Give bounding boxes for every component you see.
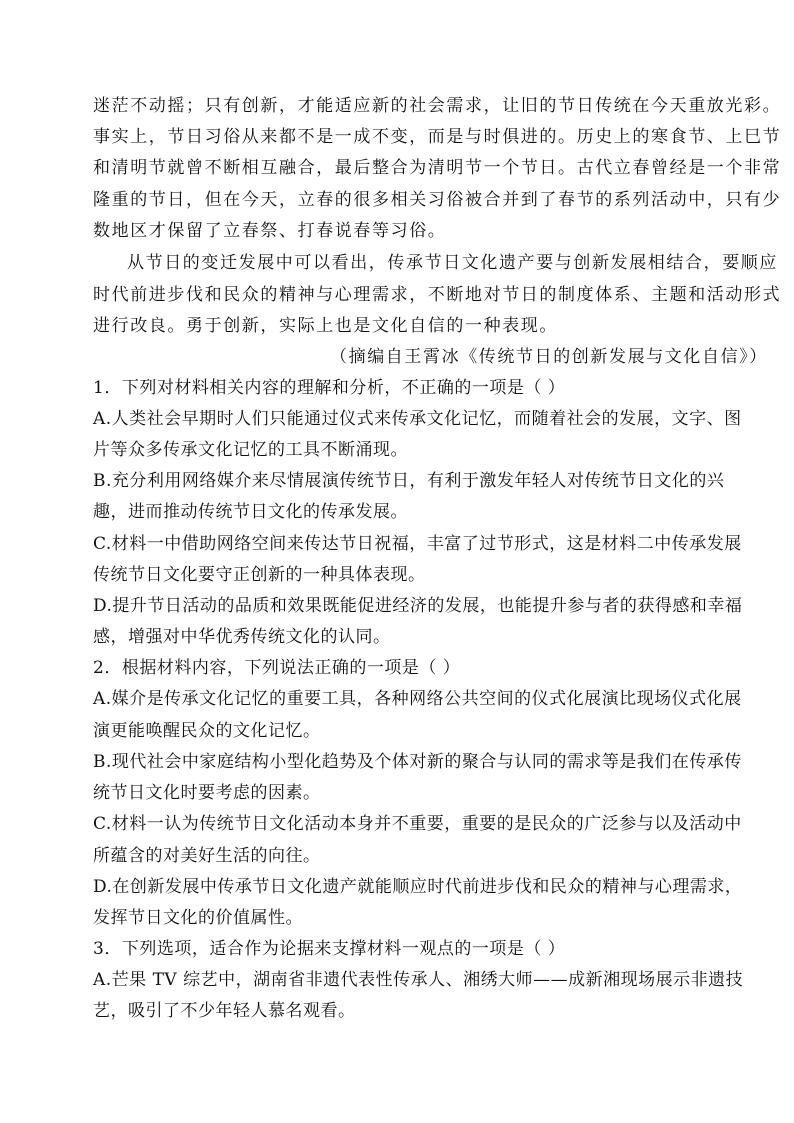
question-3-option-a: A.芒果 TV 综艺中，湖南省非遗代表性传承人、湘绣大师——成新湘现场展示非遗技 [93,970,744,990]
passage-line: 事实上，节日习俗从来都不是一成不变，而是与时俱进的。历史上的寒食节、上巳节 [93,127,782,147]
question-2-option-c: 所蕴含的对美好生活的向往。 [93,846,321,866]
question-2-stem: 2．根据材料内容，下列说法正确的一项是（ ） [93,658,461,678]
passage-line: 从节日的变迁发展中可以看出，传承节日文化遗产要与创新发展相结合，要顺应 [127,253,778,273]
passage-source: （摘编自王霄冰《传统节日的创新发展与文化自信》） [330,347,768,367]
question-2-option-c: C.材料一认为传统节日文化活动本身并不重要，重要的是民众的广泛参与以及活动中 [93,814,742,834]
question-1-option-c: 传统节日文化要守正创新的一种具体表现。 [93,565,426,585]
question-3-stem: 3．下列选项，适合作为论据来支撑材料一观点的一项是（ ） [93,939,566,959]
passage-line: 数地区才保留了立春祭、打春说春等习俗。 [93,221,447,241]
question-1-option-a: A.人类社会早期时人们只能通过仪式来传承文化记忆，而随着社会的发展，文字、图 [93,409,742,429]
question-2-option-a: 演更能唤醒民众的文化记忆。 [93,721,321,741]
question-2-option-b: 统节日文化时要考虑的因素。 [93,783,321,803]
question-1-option-d: 感，增强对中华优秀传统文化的认同。 [93,627,391,647]
passage-line: 进行改良。勇于创新，实际上也是文化自信的一种表现。 [93,316,558,336]
question-1-option-b: B.充分利用网络媒介来尽情展演传统节日，有利于激发年轻人对传统节日文化的兴 [93,471,725,491]
question-2-option-d: 发挥节日文化的价值属性。 [93,908,303,928]
question-1-option-c: C.材料一中借助网络空间来传达节日祝福，丰富了过节形式，这是材料二中传承发展 [93,534,742,554]
passage-line: 迷茫不动摇；只有创新，才能适应新的社会需求，让旧的节日传统在今天重放光彩。 [93,96,782,116]
question-1-option-b: 趣，进而推动传统节日文化的传承发展。 [93,502,408,522]
question-2-option-a: A.媒介是传承文化记忆的重要工具，各种网络公共空间的仪式化展演比现场仪式化展 [93,689,742,709]
passage-line: 时代前进步伐和民众的精神与心理需求，不断地对节日的制度体系、主题和活动形式 [93,285,782,305]
question-1-option-a: 片等众多传承文化记忆的工具不断涌现。 [93,440,408,460]
question-3-option-a: 艺，吸引了不少年轻人慕名观看。 [93,1001,356,1021]
question-1-option-d: D.提升节日活动的品质和效果既能促进经济的发展，也能提升参与者的获得感和幸福 [93,596,743,616]
question-2-option-b: B.现代社会中家庭结构小型化趋势及个体对新的聚合与认同的需求等是我们在传承传 [93,752,742,772]
passage-line: 和清明节就曾不断相互融合，最后整合为清明节一个节日。古代立春曾经是一个非常 [93,158,782,178]
question-1-stem: 1．下列对材料相关内容的理解和分析，不正确的一项是（ ） [93,378,566,398]
question-2-option-d: D.在创新发展中传承节日文化遗产就能顺应时代前进步伐和民众的精神与心理需求， [93,877,743,897]
passage-line: 隆重的节日，但在今天，立春的很多相关习俗被合并到了春节的系列活动中，只有少 [93,190,782,210]
